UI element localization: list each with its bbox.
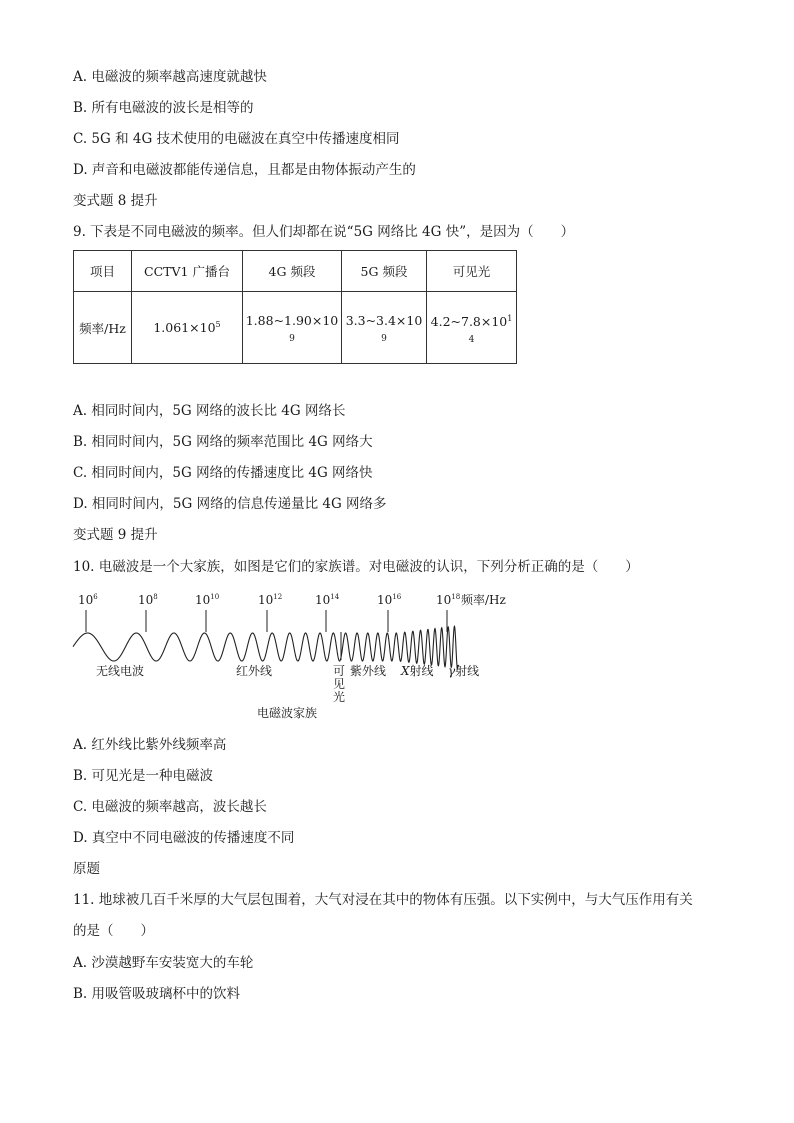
row-label-cell: 频率/Hz <box>74 292 132 364</box>
tick-label: $10^6$ <box>78 593 98 607</box>
tick-label: $10^{18}$ <box>436 593 461 607</box>
radio-wave-label: 无线电波 <box>96 664 145 678</box>
5g-tail: 9 <box>381 333 387 344</box>
q10-option-b: B. 可见光是一种电磁波 <box>73 768 214 784</box>
frequency-table <box>73 250 517 364</box>
cctv-frequency-cell <box>132 292 243 364</box>
q10-stem: 10. 电磁波是一个大家族，如图是它们的家族谱。对电磁波的认识，下列分析正确的是（ ） <box>73 559 639 575</box>
tick-label: $10^8$ <box>138 593 158 607</box>
q9-option-a: A. 相同时间内，5G 网络的波长比 4G 网络长 <box>73 403 346 419</box>
section-label-10: 原题 <box>73 861 100 877</box>
q9-option-d: D. 相同时间内，5G 网络的信息传递量比 4G 网络多 <box>73 496 387 512</box>
5g-main: 3.3~3.4×10 <box>345 312 423 328</box>
q10-option-c: C. 电磁波的频率越高，波长越长 <box>73 799 267 815</box>
visible-tail: 4 <box>468 335 475 345</box>
visible-char-3: 光 <box>333 690 346 704</box>
q8-option-d: D. 声音和电磁波都能传递信息，且都是由物体振动产生的 <box>73 162 416 178</box>
4g-frequency-cell <box>243 292 342 364</box>
frequency-tick-labels <box>78 592 506 607</box>
visible-char-1: 可 <box>333 664 346 678</box>
table-header-cell: 4G 频段 <box>243 251 342 292</box>
tick-label: $10^{16}$ <box>377 593 402 607</box>
infrared-label: 红外线 <box>236 664 273 678</box>
5g-frequency-cell <box>342 292 427 364</box>
cctv-base: 1.061×10 <box>153 320 216 335</box>
q11-option-a: A. 沙漠越野车安装宽大的车轮 <box>73 955 254 971</box>
q11-stem-line-2: 的是（ ） <box>73 923 154 939</box>
tick-label: $10^{12}$ <box>258 593 283 607</box>
table-header-cell: 5G 频段 <box>342 251 427 292</box>
4g-tail: 9 <box>289 333 295 344</box>
em-spectrum-figure <box>68 590 506 725</box>
cctv-exponent: 5 <box>215 320 221 329</box>
q11-option-b: B. 用吸管吸玻璃杯中的饮料 <box>73 986 241 1002</box>
figure-caption: 电磁波家族 <box>257 706 318 720</box>
xray-label: X射线 <box>401 664 434 678</box>
ultraviolet-label: 紫外线 <box>350 664 387 678</box>
q8-option-c: C. 5G 和 4G 技术使用的电磁波在真空中传播速度相同 <box>73 131 400 147</box>
q9-stem: 9. 下表是不同电磁波的频率。但人们却都在说“5G 网络比 4G 快”，是因为（ ） <box>73 224 575 240</box>
table-header-cell: 项目 <box>74 251 132 292</box>
q10-option-a: A. 红外线比紫外线频率高 <box>73 737 227 753</box>
tick-label: $10^{14}$ <box>315 593 340 607</box>
table-header-row <box>74 251 517 292</box>
table-row <box>74 292 517 364</box>
visible-char-2: 见 <box>333 677 346 691</box>
visible-sup: 1 <box>507 314 513 323</box>
wave-curve <box>73 626 458 668</box>
q11-stem-line-1: 11. 地球被几百千米厚的大气层包围着，大气对浸在其中的物体有压强。以下实例中，与大气压作用有关 <box>73 892 693 908</box>
tick-label: $10^{10}$ <box>195 593 220 607</box>
section-label-9: 变式题 9 提升 <box>73 527 158 543</box>
visible-light-frequency-cell <box>427 292 517 364</box>
q8-option-a: A. 电磁波的频率越高速度就越快 <box>73 69 267 85</box>
4g-main: 1.88~1.90×10 <box>245 312 339 328</box>
tick-marks <box>86 610 447 632</box>
axis-label: 频率/Hz <box>461 593 506 607</box>
q8-option-b: B. 所有电磁波的波长是相等的 <box>73 100 254 116</box>
visible-main: 4.2~7.8×10 <box>430 314 508 329</box>
gamma-ray-label: γ射线 <box>448 664 480 678</box>
q9-option-c: C. 相同时间内，5G 网络的传播速度比 4G 网络快 <box>73 465 373 481</box>
q9-option-b: B. 相同时间内，5G 网络的频率范围比 4G 网络大 <box>73 434 373 450</box>
section-label-8: 变式题 8 提升 <box>73 193 158 209</box>
table-header-cell: CCTV1 广播台 <box>132 251 243 292</box>
table-header-cell: 可见光 <box>427 251 517 292</box>
q10-option-d: D. 真空中不同电磁波的传播速度不同 <box>73 830 295 846</box>
